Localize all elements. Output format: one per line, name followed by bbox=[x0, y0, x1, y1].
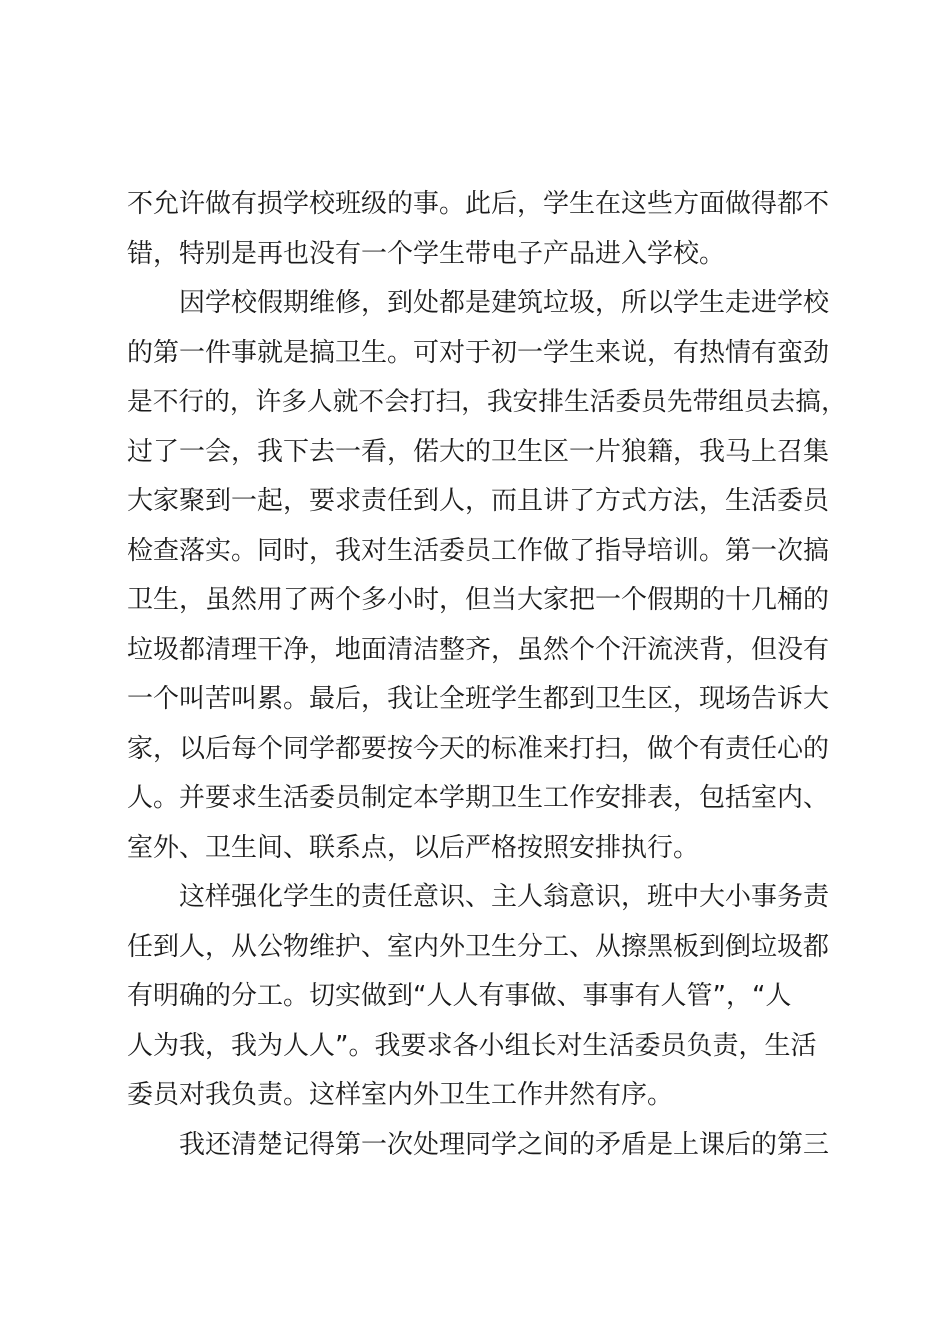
text-line: 人为我，我为人人”。我要求各小组长对生活委员负责，生活 bbox=[127, 1030, 817, 1061]
text-line: 人。并要求生活委员制定本学期卫生工作安排表，包括室内、 bbox=[127, 783, 830, 813]
text-line: 我还清楚记得第一次处理同学之间的矛盾是上课后的第三 bbox=[179, 1129, 830, 1160]
text-line: 这样强化学生的责任意识、主人翁意识，班中大小事务责 bbox=[179, 882, 830, 912]
text-line: 家，以后每个同学都要按今天的标准来打扫，做个有责任心的 bbox=[127, 733, 830, 764]
text-line: 的第一件事就是搞卫生。可对于初一学生来说，有热情有蛮劲 bbox=[127, 337, 830, 368]
text-line: 是不行的，许多人就不会打扫，我安排生活委员先带组员去搞， bbox=[127, 387, 847, 417]
text-line: 错，特别是再也没有一个学生带电子产品进入学校。 bbox=[127, 238, 726, 269]
text-line: 检查落实。同时，我对生活委员工作做了指导培训。第一次搞 bbox=[127, 535, 830, 566]
text-line: 卫生，虽然用了两个多小时，但当大家把一个假期的十几桶的 bbox=[127, 585, 830, 615]
text-line: 大家聚到一起，要求责任到人，而且讲了方式方法，生活委员 bbox=[127, 486, 830, 516]
text-line: 不允许做有损学校班级的事。此后，学生在这些方面做得都不 bbox=[127, 189, 830, 219]
body-text bbox=[127, 180, 847, 1170]
text-line: 垃圾都清理干净，地面清洁整齐，虽然个个汗流浃背，但没有 bbox=[127, 634, 830, 665]
text-line: 委员对我负责。这样室内外卫生工作井然有序。 bbox=[127, 1080, 674, 1110]
text-line: 任到人，从公物维护、室内外卫生分工、从擦黑板到倒垃圾都 bbox=[127, 931, 830, 962]
text-line: 一个叫苦叫累。最后，我让全班学生都到卫生区，现场告诉大 bbox=[127, 684, 830, 714]
text-line: 室外、卫生间、联系点，以后严格按照安排执行。 bbox=[127, 832, 700, 863]
text-line: 有明确的分工。切实做到“人人有事做、事事有人管”，“人 bbox=[127, 981, 792, 1011]
text-line: 过了一会，我下去一看，偌大的卫生区一片狼籍，我马上召集 bbox=[127, 436, 830, 467]
text-line: 因学校假期维修，到处都是建筑垃圾，所以学生走进学校 bbox=[179, 288, 830, 318]
